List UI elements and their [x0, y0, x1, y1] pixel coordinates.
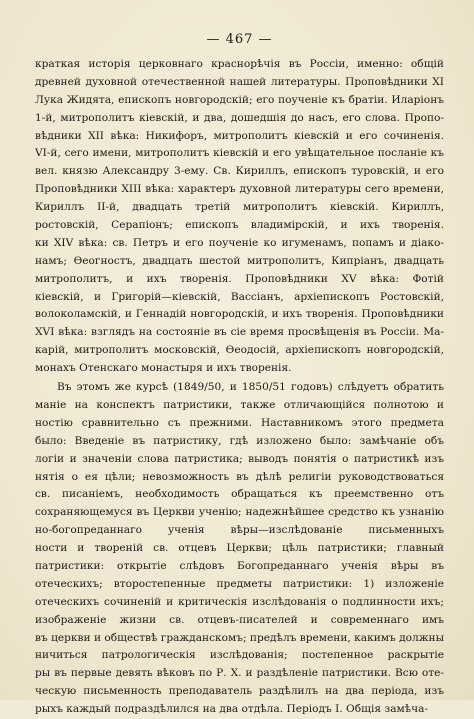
- body-text: [35, 56, 444, 719]
- text-line: Проповѣдники XIII вѣка: характеръ духовной литературы сего времени,: [35, 183, 444, 196]
- text-line: сохраняющемуся въ Церкви ученію; надежнѣйшее средство къ узнанію: [35, 506, 444, 519]
- text-line: митрополитъ, и ихъ творенія. Проповѣдники XV вѣка: Фотій: [35, 272, 444, 285]
- text-line: 1-й, митрополитъ кіевскій, и два, дошедшія до насъ, его слова. Пропо-: [35, 111, 444, 124]
- text-line: краткая исторія церковнаго краснорѣчія въ Россіи, именно: общій: [35, 58, 444, 70]
- text-line: кіевскій, и Григорій—кіевскій, Вассіанъ, архіепископъ Ростовскій,: [35, 290, 444, 303]
- text-line: волоколамскій, и Геннадій новгородскій, и ихъ творенія. Проповѣдники: [35, 308, 444, 321]
- text-line: ческую письменность преподаватель раздѣлилъ на два періода, изъ: [35, 685, 444, 698]
- text-line: VI-й, сего имени, митрополитъ кіевскій и его увѣщательное посланіе къ: [35, 147, 444, 160]
- page-number: — 467 —: [206, 32, 273, 47]
- text-line: нятія о ея цѣли; невозможность въ дѣлѣ религіи руководствоваться: [35, 470, 444, 483]
- text-line: вел. князю Александру 3-ему. Св. Кириллъ, епископъ туровскій, и его: [35, 165, 444, 178]
- text-line: карій, митрополитъ московскій, Ѳеодосій, архіепископъ новгородскій,: [35, 344, 444, 357]
- text-line: отеческихъ; второстепенные предметы патристики: 1) изложеніе: [35, 577, 444, 590]
- text-line: маніе на конспектъ патристики, также отличающійся полнотою и: [35, 398, 444, 411]
- text-line: монахъ Отенскаго монастыря и ихъ творенія.: [35, 362, 292, 375]
- text-line: въ церкви и обществѣ гражданскомъ; предѣлъ времени, какимъ должны: [35, 631, 444, 644]
- text-line: Кириллъ II-й, двадцать третій митрополитъ кіевскій. Кириллъ,: [35, 201, 444, 214]
- text-line: логіи и значеніи слова патристика; выводъ понятія о патристикѣ изъ: [35, 452, 444, 465]
- text-line: XVI вѣка: взглядъ на состояніе въ сіе время просвѣщенія въ Россіи. Ма-: [35, 326, 444, 339]
- text-line: ры въ первые девять вѣковъ по Р. Х. и раздѣленіе патристики. Всю оте-: [35, 667, 444, 680]
- text-line: рыхъ каждый подраздѣлился на два отдѣла. Періодъ I. Общія замѣча-: [35, 703, 429, 716]
- text-line: ки XIV вѣка: св. Петръ и его поученіе ко игуменамъ, попамъ и діако-: [35, 236, 444, 249]
- text-line: св. писаніемъ, необходимость обращаться къ преемственно отъ: [35, 488, 444, 501]
- paragraph: [35, 379, 444, 719]
- text-line: древней духовной отечественной нашей литературы. Проповѣдники XI: [35, 75, 444, 88]
- text-line: ности и твореній св. отцевъ Церкви; цѣль патристики; главный: [35, 542, 444, 555]
- text-line: ростовскій, Серапіонъ; епископъ владимірскій, и ихъ творенія.: [35, 219, 444, 232]
- paragraph: [35, 56, 444, 378]
- text-line: изображеніе жизни св. отцевъ-писателей и современнаго имъ: [35, 613, 444, 626]
- text-line: Въ этомъ же курсѣ (1849/50, и 1850/51 годовъ) слѣдуетъ обратить: [57, 381, 444, 394]
- text-line: было: Введеніе въ патристику, гдѣ изложено было: замѣчаніе объ: [35, 434, 444, 447]
- text-line: намъ; Ѳеогностъ, двадцать шестой митрополитъ, Кипріанъ, двадцать: [35, 254, 444, 267]
- text-line: отеческихъ сочиненій и критическія изслѣдованія о подлинности ихъ;: [35, 595, 444, 608]
- text-line: ничиться патрологическія изслѣдованія; постепенное раскрытіе: [35, 649, 444, 662]
- text-line: но-богопреданнаго ученія вѣры—изслѣдованіе письменныхъ: [35, 524, 444, 537]
- text-line: патристики: открытіе слѣдовъ Богопреданнаго ученія вѣры въ: [35, 559, 444, 572]
- text-line: ностію сравнительно съ прежними. Наставникомъ этого предмета: [35, 416, 444, 429]
- text-line: вѣдники XII вѣка: Никифоръ, митрополитъ кіевскій и его сочиненія.: [35, 129, 444, 142]
- text-line: Лука Жидята, епископъ новгородскій; его поученіе къ братіи. Иларіонъ: [35, 93, 444, 106]
